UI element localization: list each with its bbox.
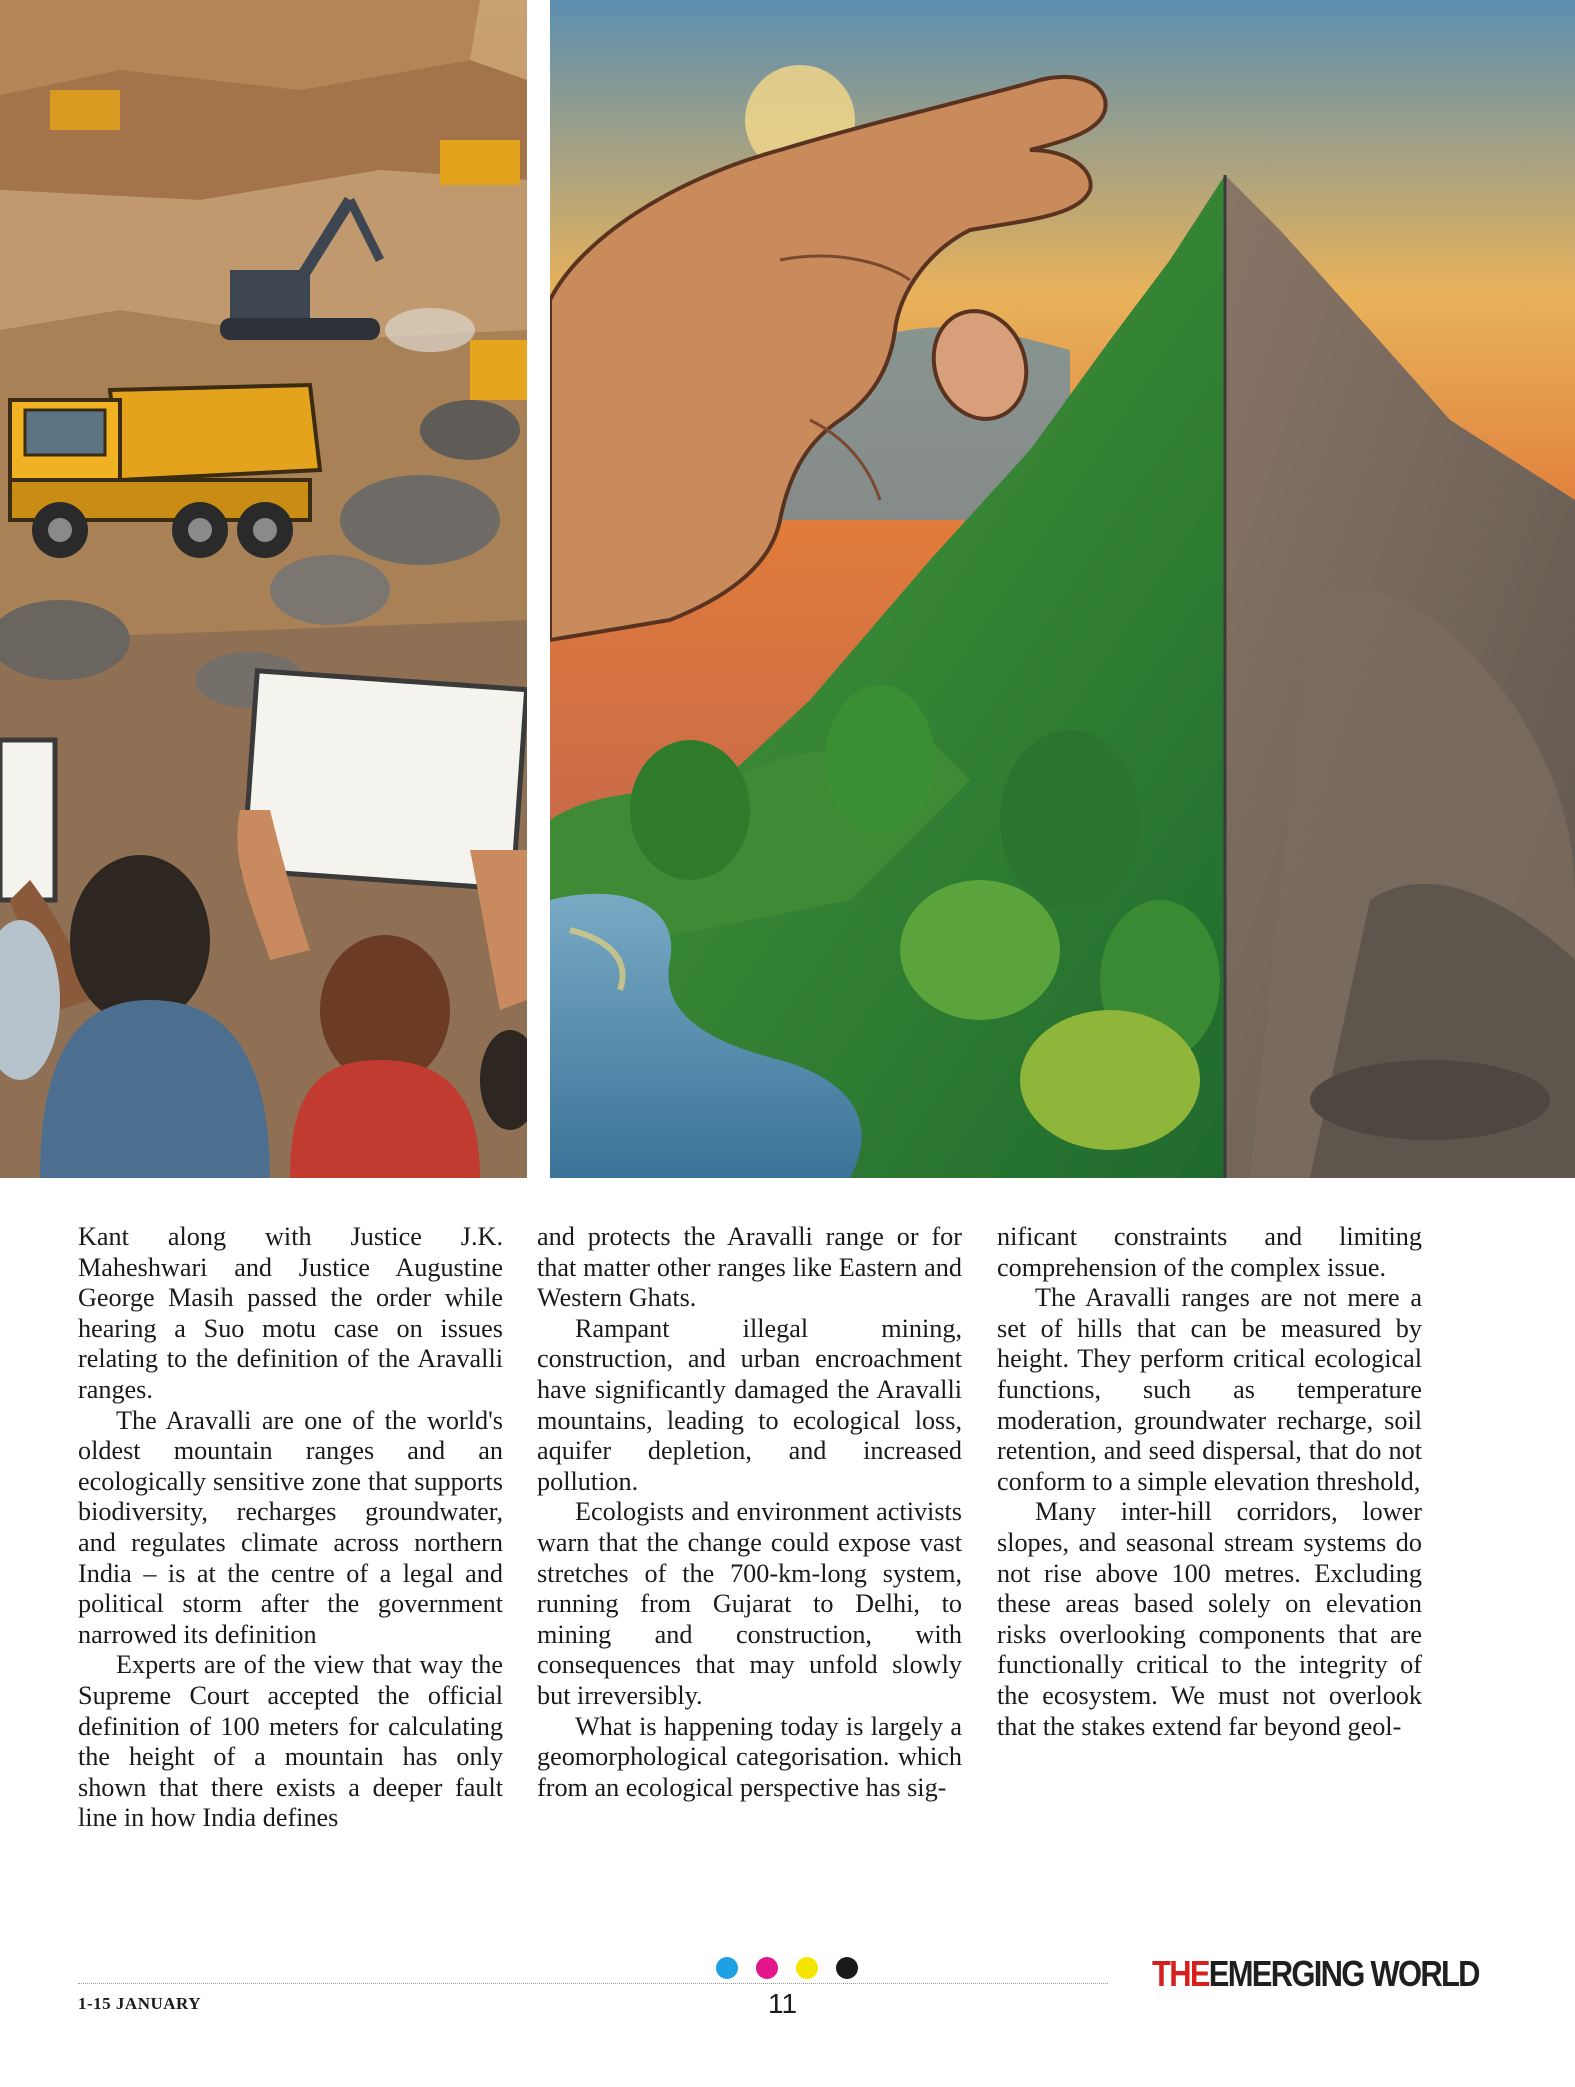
publication-logo-name: EMERGING WORLD bbox=[1208, 1953, 1479, 1994]
publication-logo-the: THE bbox=[1152, 1953, 1209, 1994]
paragraph: Experts are of the view that way the Supreme Court accepted the official definition of 100 meters for calculating the height of a mountain has only shown that there exists a deeper fault line in how India defines bbox=[78, 1650, 503, 1833]
page-number: 11 bbox=[768, 1988, 798, 2019]
article-column-1 bbox=[78, 1222, 503, 1834]
registration-dot-black bbox=[836, 1957, 858, 1979]
registration-marks bbox=[716, 1957, 876, 1981]
mining-scene-illustration bbox=[0, 0, 527, 1178]
paragraph: The Aravalli ranges are not mere a set of hills that can be measured by height. They perform critical ecological functions, such as temperature moderation, groundwater recharge, soil retention, and seed dispersal, that do not conform to a simple elevation threshold, bbox=[997, 1283, 1422, 1496]
footer-divider bbox=[78, 1983, 1108, 1984]
paragraph: nificant constraints and limiting comprehension of the complex issue. bbox=[997, 1222, 1422, 1282]
registration-dot-magenta bbox=[756, 1957, 778, 1979]
paragraph: Kant along with Justice J.K. Maheshwari and Justice Augustine George Masih passed the order while hearing a Suo motu case on issues relating to the definition of the Aravalli ranges. bbox=[78, 1222, 503, 1404]
publication-logo bbox=[1152, 1953, 1479, 1995]
registration-dot-cyan bbox=[716, 1957, 738, 1979]
paragraph: Many inter-hill corridors, lower slopes, and seasonal stream systems do not rise above 100 metres. Excluding these areas based solely on elevation risks overlooking components that are functionally critical to the integrity of the ecosystem. We must not overlook that the stakes extend far beyond geol- bbox=[997, 1497, 1422, 1741]
article-column-3 bbox=[997, 1222, 1422, 1742]
paragraph: Rampant illegal mining, construction, and urban encroachment have significantly damaged the Aravalli mountains, leading to ecological loss, aquifer depletion, and increased pollution. bbox=[537, 1313, 962, 1496]
paragraph: What is happening today is largely a geomorphological categorisation. which from an ecological perspective has sig- bbox=[537, 1711, 962, 1802]
registration-dot-yellow bbox=[796, 1957, 818, 1979]
article-body bbox=[78, 1222, 1426, 1902]
paragraph: The Aravalli are one of the world's oldest mountain ranges and an ecologically sensitive zone that supports biodiversity, recharges groundwater, and regulates climate across northern India – is at the centre of a legal and political storm after the government narrowed its definition bbox=[78, 1405, 503, 1649]
paragraph: and protects the Aravalli range or for that matter other ranges like Eastern and Western Ghats. bbox=[537, 1222, 962, 1313]
article-column-2 bbox=[537, 1222, 962, 1803]
hand-over-aravalli-illustration bbox=[550, 0, 1575, 1178]
paragraph: Ecologists and environment activists warn that the change could expose vast stretches of the 700-km-long system, running from Gujarat to Delhi, to mining and construction, with consequences that may unfold slowly but irreversibly. bbox=[537, 1497, 962, 1710]
issue-date: 1-15 JANUARY bbox=[78, 1994, 201, 2013]
